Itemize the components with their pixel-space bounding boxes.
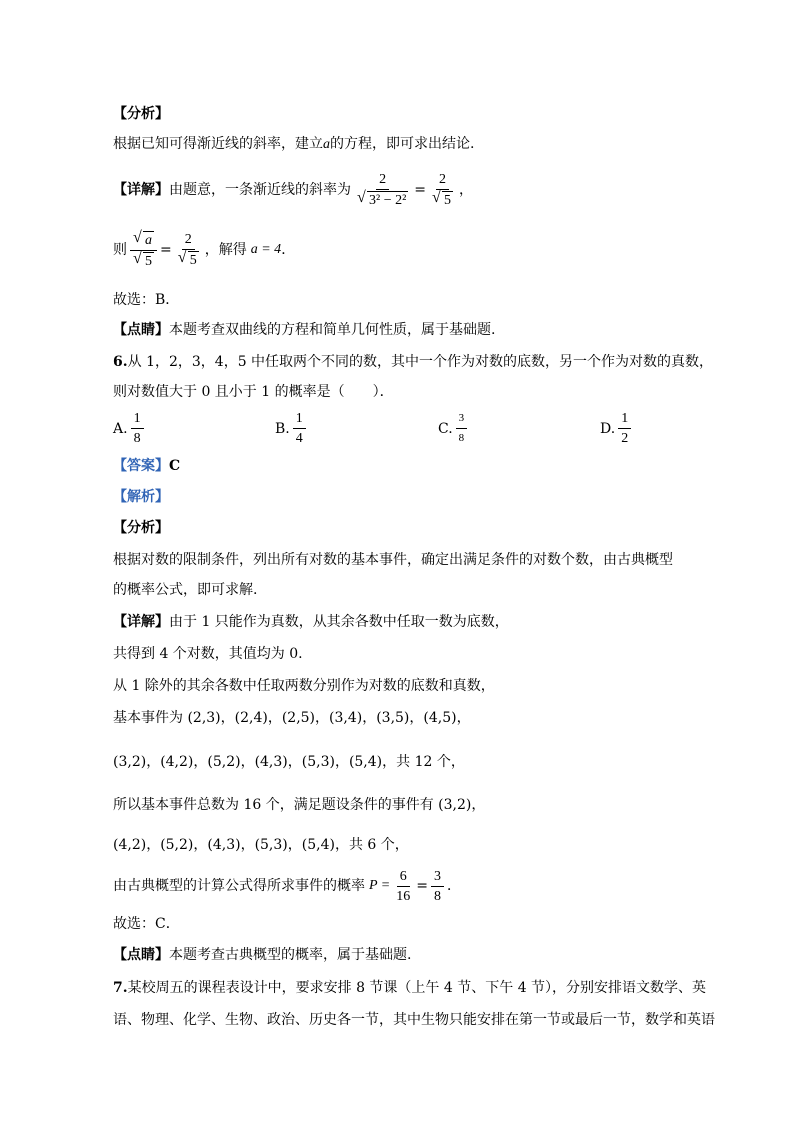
question-6-stem-line2: 则对数值大于 0 且小于 1 的概率是（ ）． [113, 384, 394, 400]
equation-left-fraction: √ a √ 5 [130, 231, 157, 270]
q6-note: 【点睛】本题考查古典概型的概率，属于基础题. [113, 947, 412, 963]
q6-detail-line4: 基本事件为 (2,3)，(2,4)，(2,5)，(3,4)，(3,5)，(4,5)， [113, 710, 471, 726]
analysis-heading [113, 104, 169, 124]
explanation-tag: 【解析】 [113, 489, 169, 505]
answer-choice: 故选：B． [113, 292, 180, 308]
q6-detail-line5: (3,2)，(4,2)，(5,2)，(4,3)，(5,3)，(5,4)，共 12 个， [113, 754, 465, 770]
note-paragraph: 【点睛】本题考查双曲线的方程和简单几何性质，属于基础题. [113, 322, 496, 338]
q6-analysis-line1: 根据对数的限制条件，列出所有对数的基本事件，确定出满足条件的对数个数，由古典概型 [113, 552, 673, 568]
q6-detail-line1: 【详解】由于 1 只能作为真数，从其余各数中任取一数为底数， [113, 614, 509, 630]
slope-fraction: 2 √ 3² − 2² [354, 171, 411, 209]
option-a: A. $\frac{1}{8}$ [113, 410, 147, 447]
slope-fraction-simplified: 2 √ 5 [429, 171, 456, 209]
detail-paragraph: 【详解】 由题意，一条渐近线的斜率为 2 √ 3² − 2² = 2 √ 5 ， [113, 170, 473, 210]
question-7-stem-line2: 语、物理、化学、生物、政治、历史各一节，其中生物只能安排在第一节或最后一节，数学和英语 [113, 1012, 715, 1028]
q6-answer-choice: 故选：C． [113, 916, 180, 932]
option-b: B. $\frac{1}{4}$ [275, 410, 309, 447]
q6-detail-line6: 所以基本事件总数为 16 个，满足题设条件的事件有 (3,2)， [113, 797, 486, 813]
q6-analysis-heading: 【分析】 [113, 520, 169, 536]
q6-probability-line: 由古典概型的计算公式得所求事件的概率 P = $\frac{6}{16}$ = $\frac{3}{8}$ ． [113, 868, 461, 904]
question-7-stem-line1: 7.某校周五的课程表设计中，要求安排 8 节课（上午 4 节、下午 4 节），分别安排语文数学、英 [113, 980, 707, 996]
answer-line: 【答案】C [113, 458, 181, 474]
equation-line: 则 √ a √ 5 = 2 √ 5 ，解得 a = 4 ． [113, 230, 295, 270]
q6-detail-line7: (4,2)，(5,2)，(4,3)，(5,3)，(5,4)，共 6 个， [113, 837, 409, 853]
analysis-tag: 【分析】 [113, 106, 169, 122]
q6-detail-line3: 从 1 除外的其余各数中任取两数分别作为对数的底数和真数， [113, 678, 495, 694]
q6-analysis-line2: 的概率公式，即可求解. [113, 582, 258, 598]
option-d: D. $\frac{1}{2}$ [600, 410, 634, 447]
option-c: C. $\frac{3}{8}$ [438, 410, 470, 447]
equation-right-fraction: 2 √ 5 [175, 231, 202, 269]
analysis-paragraph: 根据已知可得渐近线的斜率，建立a的方程，即可求出结论. [113, 136, 475, 152]
q6-detail-line2: 共得到 4 个对数，其值均为 0. [113, 646, 303, 662]
question-6-stem-line1: 6.从 1，2，3，4，5 中任取两个不同的数，其中一个作为对数的底数，另一个作为对数的真数， [113, 354, 714, 370]
